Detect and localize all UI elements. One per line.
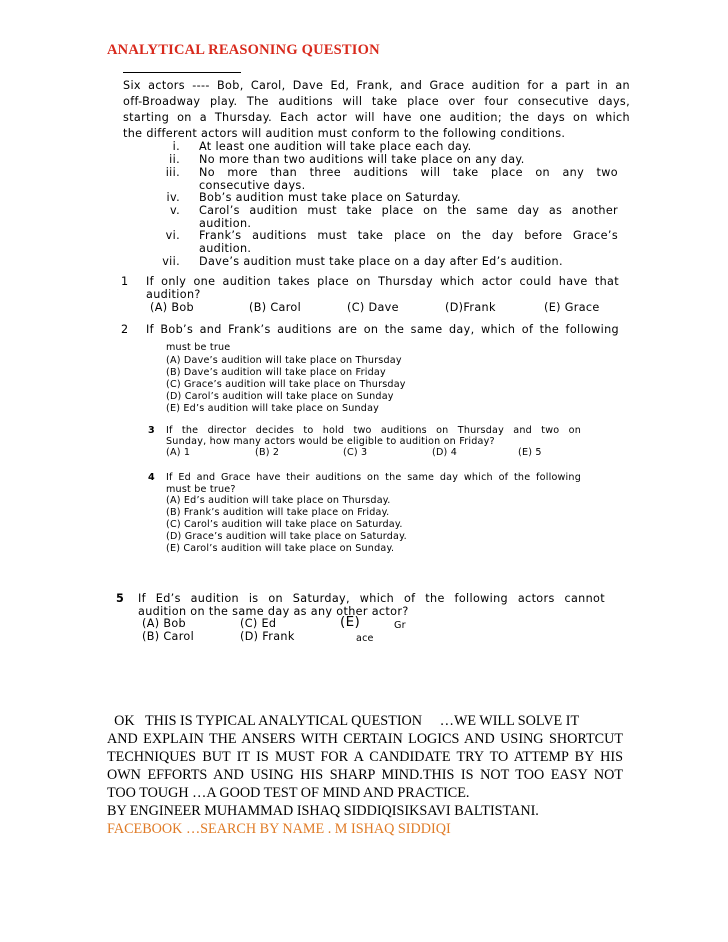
q3-option-d: (D) 4: [432, 447, 458, 458]
q5-option-e-text: ace: [356, 633, 374, 644]
q1-option-c: (C) Dave: [347, 301, 399, 314]
condition-text: audition.: [199, 242, 252, 255]
explanation-paragraph: [107, 712, 623, 838]
q4-option-a: (A) Ed’s audition will take place on Thursday.: [166, 495, 391, 506]
q3-option-b: (B) 2: [255, 447, 280, 458]
q2-option-c: (C) Grace’s audition will take place on Thursday: [166, 379, 406, 390]
question-5-text: If Ed’s audition is on Saturday, which of the following actors cannot: [138, 592, 605, 605]
q3-option-c: (C) 3: [343, 447, 368, 458]
condition-text: Dave’s audition must take place on a day after Ed’s audition.: [199, 255, 563, 268]
condition-text: At least one audition will take place each day.: [199, 140, 472, 153]
condition-num: iii.: [165, 166, 180, 179]
condition-num: iv.: [166, 191, 180, 204]
condition-text: audition.: [199, 217, 252, 230]
q2-option-b: (B) Dave’s audition will take place on Friday: [166, 367, 386, 378]
page-title: ANALYTICAL REASONING QUESTION: [107, 42, 380, 58]
q5-option-e-label: (E): [340, 614, 361, 630]
explanation-line: OK THIS IS TYPICAL ANALYTICAL QUESTION …WE WILL SOLVE IT: [107, 713, 580, 729]
question-3-text: Sunday, how many actors would be eligible to audition on Friday?: [166, 436, 495, 447]
condition-text: No more than three auditions will take place on any two: [199, 166, 618, 179]
intro-line: Six actors ---- Bob, Carol, Dave Ed, Frank, and Grace audition for a part in an: [123, 79, 630, 92]
question-3-text: If the director decides to hold two auditions on Thursday and two on: [166, 425, 581, 436]
underline-mark: [123, 72, 241, 73]
question-2-text: must be true: [166, 342, 231, 353]
facebook-link[interactable]: FACEBOOK …SEARCH BY NAME . M ISHAQ SIDDIQI: [107, 821, 451, 837]
q1-option-a: (A) Bob: [150, 301, 195, 314]
q5-option-d: (D) Frank: [240, 630, 295, 643]
explanation-line: TOO TOUGH …A GOOD TEST OF MIND AND PRACTICE.: [107, 785, 470, 801]
condition-text: Bob’s audition must take place on Saturday.: [199, 191, 461, 204]
explanation-line: AND EXPLAIN THE ANSERS WITH CERTAIN LOGICS AND USING SHORTCUT: [107, 731, 623, 747]
question-1-number: 1: [121, 275, 129, 288]
q1-option-e: (E) Grace: [544, 301, 600, 314]
condition-num: v.: [169, 204, 180, 217]
question-1-text: audition?: [146, 288, 201, 301]
question-3-number: 3: [148, 425, 155, 436]
condition-text: Frank’s auditions must take place on the day before Grace’s: [199, 229, 618, 242]
question-4-text: must be true?: [166, 484, 236, 495]
q4-option-b: (B) Frank’s audition will take place on Friday.: [166, 507, 390, 518]
q5-option-c: (C) Ed: [240, 617, 277, 630]
question-4-text: If Ed and Grace have their auditions on the same day which of the following: [166, 472, 581, 483]
question-5-number: 5: [116, 592, 125, 605]
q5-option-b: (B) Carol: [142, 630, 195, 643]
q3-option-a: (A) 1: [166, 447, 191, 458]
question-2-number: 2: [121, 323, 129, 336]
condition-text: Carol’s audition must take place on the same day as another: [199, 204, 618, 217]
question-4-number: 4: [148, 472, 155, 483]
q2-option-d: (D) Carol’s audition will take place on Sunday: [166, 391, 394, 402]
condition-text: consecutive days.: [199, 179, 306, 192]
condition-num: ii.: [169, 153, 180, 166]
condition-num: vii.: [162, 255, 180, 268]
explanation-line: OWN EFFORTS AND USING HIS SHARP MIND.THIS IS NOT TOO EASY NOT: [107, 767, 623, 783]
q5-option-e-text: Gr: [394, 620, 406, 631]
condition-num: vi.: [165, 229, 180, 242]
intro-line: off-Broadway play. The auditions will take place over four consecutive days,: [123, 95, 630, 108]
question-2-text: If Bob’s and Frank’s auditions are on the same day, which of the following: [146, 323, 619, 336]
q5-option-a: (A) Bob: [142, 617, 187, 630]
q4-option-d: (D) Grace’s audition will take place on Saturday.: [166, 531, 407, 542]
q2-option-e: (E) Ed’s audition will take place on Sunday: [166, 403, 380, 414]
q1-option-b: (B) Carol: [249, 301, 302, 314]
q4-option-e: (E) Carol’s audition will take place on Sunday.: [166, 543, 395, 554]
question-1-text: If only one audition takes place on Thursday which actor could have that: [146, 275, 619, 288]
q3-option-e: (E) 5: [518, 447, 542, 458]
explanation-line: TECHNIQUES BUT IT IS MUST FOR A CANDIDATE TRY TO ATTEMP BY HIS: [107, 749, 623, 765]
q1-option-d: (D)Frank: [445, 301, 496, 314]
intro-line: starting on a Thursday. Each actor will have one audition; the days on which: [123, 111, 630, 124]
intro-paragraph: [123, 78, 630, 142]
author-line: BY ENGINEER MUHAMMAD ISHAQ SIDDIQISIKSAVI BALTISTANI.: [107, 803, 539, 819]
q2-option-a: (A) Dave’s audition will take place on Thursday: [166, 355, 402, 366]
q4-option-c: (C) Carol’s audition will take place on Saturday.: [166, 519, 403, 530]
intro-line: the different actors will audition must conform to the following conditions.: [123, 127, 566, 140]
condition-num: i.: [172, 140, 180, 153]
question-5-text: audition on the same day as any other actor?: [138, 605, 409, 618]
condition-text: No more than two auditions will take place on any day.: [199, 153, 525, 166]
